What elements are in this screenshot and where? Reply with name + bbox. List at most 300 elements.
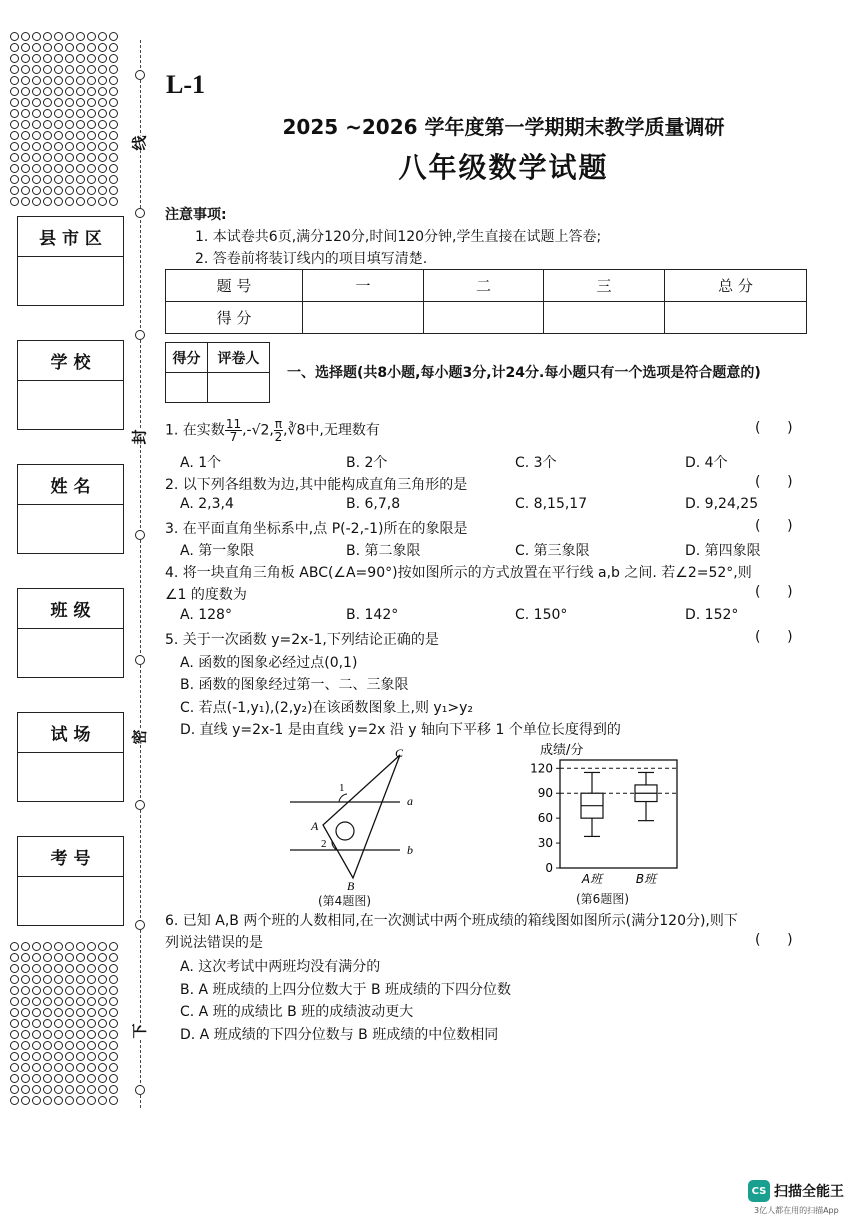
binding-hole: [109, 997, 118, 1006]
binding-hole: [54, 153, 63, 162]
binding-hole: [54, 197, 63, 206]
binding-hole: [65, 1030, 74, 1039]
y-tick-label: 30: [537, 836, 553, 851]
binding-hole: [109, 65, 118, 74]
binding-hole: [76, 1085, 85, 1094]
binding-hole: [32, 186, 41, 195]
chart-ylabel: 成绩/分: [540, 743, 584, 758]
label-A: A: [311, 819, 319, 833]
notes: [165, 204, 601, 270]
binding-hole: [21, 942, 30, 951]
binding-hole: [21, 175, 30, 184]
binding-hole: [32, 32, 41, 41]
notes-title: 注意事项:: [165, 207, 227, 223]
binding-hole: [54, 953, 63, 962]
binding-hole: [32, 153, 41, 162]
binding-hole: [76, 164, 85, 173]
binding-hole: [87, 1041, 96, 1050]
binding-hole: [10, 1063, 19, 1072]
grader-score-cell[interactable]: [166, 373, 208, 403]
binding-hole: [43, 1019, 52, 1028]
binding-hole: [43, 1041, 52, 1050]
binding-hole: [87, 197, 96, 206]
grader-box: [165, 342, 270, 403]
binding-hole: [98, 120, 107, 129]
binding-hole: [98, 43, 107, 52]
binding-hole: [43, 175, 52, 184]
binding-dot: [135, 70, 145, 80]
binding-hole: [10, 65, 19, 74]
binding-hole: [65, 131, 74, 140]
option[interactable]: A. 函数的图象必经过点(0,1): [180, 655, 358, 671]
binding-hole: [54, 43, 63, 52]
binding-hole: [10, 986, 19, 995]
binding-hole: [21, 1052, 30, 1061]
binding-hole: [65, 120, 74, 129]
binding-char-xian: 线: [130, 135, 149, 151]
binding-hole: [32, 131, 41, 140]
option[interactable]: A. 128°: [180, 607, 232, 623]
binding-hole: [21, 186, 30, 195]
field-exam-room[interactable]: 试 场: [17, 712, 124, 802]
binding-hole: [87, 975, 96, 984]
binding-holes-top: [10, 32, 128, 206]
binding-hole: [21, 1041, 30, 1050]
binding-hole: [43, 98, 52, 107]
binding-hole: [43, 1063, 52, 1072]
binding-hole: [65, 1008, 74, 1017]
option[interactable]: B. 2个: [346, 455, 388, 471]
binding-hole: [10, 964, 19, 973]
binding-hole: [54, 32, 63, 41]
scanner-slogan: 3亿人都在用的扫描App: [754, 1206, 839, 1215]
option[interactable]: D. A 班成绩的下四分位数与 B 班成绩的中位数相同: [180, 1027, 499, 1043]
binding-hole: [76, 997, 85, 1006]
binding-hole: [10, 186, 19, 195]
binding-hole: [87, 1008, 96, 1017]
binding-hole: [21, 142, 30, 151]
binding-hole: [109, 186, 118, 195]
binding-hole: [32, 953, 41, 962]
figure-6-caption: (第6题图): [576, 892, 629, 906]
binding-hole: [98, 1019, 107, 1028]
binding-hole: [65, 975, 74, 984]
question-4: 4. 将一块直角三角板 ABC(∠A=90°)按如图所示的方式放置在平行线 a,b 之间. 若∠2=52°,则: [165, 565, 752, 581]
binding-hole: [76, 942, 85, 951]
grader-cell[interactable]: [207, 373, 269, 403]
scanner-watermark: [748, 1180, 844, 1202]
x-category-label: A班: [581, 872, 603, 886]
label-a: a: [407, 794, 413, 808]
figure-4-caption: (第4题图): [318, 894, 371, 908]
binding-hole: [87, 32, 96, 41]
option[interactable]: A. 这次考试中两班均没有满分的: [180, 959, 381, 975]
figure-4: [285, 745, 430, 910]
fraction: $\frac{11}{7}$: [225, 417, 242, 444]
binding-hole: [21, 43, 30, 52]
binding-hole: [32, 98, 41, 107]
score-cell[interactable]: [544, 302, 665, 334]
binding-hole: [87, 1074, 96, 1083]
binding-hole: [87, 942, 96, 951]
binding-hole: [87, 98, 96, 107]
answer-paren[interactable]: ( ): [755, 629, 793, 645]
binding-dot: [135, 330, 145, 340]
binding-hole: [76, 153, 85, 162]
binding-hole: [43, 1074, 52, 1083]
binding-hole: [109, 87, 118, 96]
binding-hole: [65, 997, 74, 1006]
binding-dot: [135, 655, 145, 665]
binding-hole: [76, 65, 85, 74]
y-tick-label: 90: [537, 786, 553, 801]
binding-hole: [21, 131, 30, 140]
answer-paren[interactable]: ( ): [755, 932, 793, 948]
binding-hole: [76, 120, 85, 129]
binding-hole: [43, 986, 52, 995]
binding-hole: [65, 197, 74, 206]
option[interactable]: D. 直线 y=2x-1 是由直线 y=2x 沿 y 轴向下平移 1 个单位长度得到的: [180, 722, 621, 738]
binding-hole: [43, 164, 52, 173]
binding-hole: [109, 197, 118, 206]
exam-subject: 八年级数学试题: [398, 151, 609, 184]
binding-line: [140, 40, 141, 1108]
option[interactable]: C. A 班的成绩比 B 班的成绩波动更大: [180, 1004, 414, 1020]
option[interactable]: D. 4个: [685, 455, 728, 471]
binding-hole: [87, 964, 96, 973]
binding-hole: [10, 997, 19, 1006]
binding-hole: [54, 65, 63, 74]
binding-hole: [10, 142, 19, 151]
binding-hole: [109, 953, 118, 962]
binding-hole: [43, 1008, 52, 1017]
binding-hole: [54, 1008, 63, 1017]
option[interactable]: A. 1个: [180, 455, 222, 471]
binding-hole: [109, 1063, 118, 1072]
option[interactable]: C. 150°: [515, 607, 568, 623]
binding-hole: [54, 186, 63, 195]
binding-hole: [32, 87, 41, 96]
binding-hole: [98, 76, 107, 85]
binding-hole: [21, 1008, 30, 1017]
y-tick-label: 0: [545, 861, 553, 875]
binding-hole: [32, 1052, 41, 1061]
binding-hole: [43, 54, 52, 63]
binding-hole: [65, 1063, 74, 1072]
binding-hole: [87, 1063, 96, 1072]
binding-hole: [76, 197, 85, 206]
binding-hole: [54, 120, 63, 129]
binding-hole: [43, 153, 52, 162]
binding-hole: [10, 1052, 19, 1061]
binding-hole: [43, 32, 52, 41]
binding-hole: [65, 43, 74, 52]
scanner-logo-icon: CS: [748, 1180, 770, 1202]
binding-hole: [109, 1030, 118, 1039]
binding-hole: [87, 43, 96, 52]
binding-hole: [10, 1030, 19, 1039]
score-cell[interactable]: [665, 302, 807, 334]
binding-hole: [98, 131, 107, 140]
grader-label: 评卷人: [207, 343, 269, 373]
binding-hole: [65, 942, 74, 951]
binding-hole: [32, 142, 41, 151]
binding-hole: [43, 975, 52, 984]
binding-hole: [21, 975, 30, 984]
option[interactable]: A. 2,3,4: [180, 496, 234, 512]
question-3: 3. 在平面直角坐标系中,点 P(-2,-1)所在的象限是: [165, 521, 468, 537]
binding-hole: [32, 997, 41, 1006]
binding-hole: [76, 43, 85, 52]
binding-hole: [43, 997, 52, 1006]
binding-hole: [54, 975, 63, 984]
option[interactable]: C. 若点(-1,y₁),(2,y₂)在该函数图象上,则 y₁>y₂: [180, 700, 473, 716]
binding-hole: [65, 65, 74, 74]
binding-hole: [65, 153, 74, 162]
binding-hole: [54, 131, 63, 140]
option[interactable]: B. 第二象限: [346, 543, 421, 559]
binding-hole: [87, 1052, 96, 1061]
binding-hole: [98, 997, 107, 1006]
options-q2: [180, 496, 800, 512]
binding-hole: [76, 142, 85, 151]
binding-dot: [135, 800, 145, 810]
binding-hole: [87, 142, 96, 151]
binding-hole: [32, 1030, 41, 1039]
binding-hole: [32, 197, 41, 206]
binding-hole: [98, 65, 107, 74]
binding-hole: [32, 175, 41, 184]
binding-hole: [54, 109, 63, 118]
binding-hole: [76, 1019, 85, 1028]
binding-hole: [43, 142, 52, 151]
binding-hole: [10, 1074, 19, 1083]
binding-hole: [54, 98, 63, 107]
field-school[interactable]: 学 校: [17, 340, 124, 430]
binding-hole: [87, 164, 96, 173]
binding-hole: [109, 942, 118, 951]
binding-hole: [109, 153, 118, 162]
option[interactable]: C. 第三象限: [515, 543, 590, 559]
binding-hole: [65, 76, 74, 85]
option[interactable]: C. 3个: [515, 455, 557, 471]
binding-hole: [32, 1096, 41, 1105]
binding-hole: [76, 109, 85, 118]
binding-hole: [65, 1085, 74, 1094]
section-title: 一、选择题(共8小题,每小题3分,计24分.每小题只有一个选项是符合题意的): [287, 365, 761, 381]
binding-hole: [21, 1019, 30, 1028]
binding-hole: [54, 1085, 63, 1094]
binding-hole: [10, 43, 19, 52]
binding-hole: [65, 32, 74, 41]
binding-hole: [98, 153, 107, 162]
binding-hole: [109, 164, 118, 173]
options-q1: [180, 452, 800, 472]
binding-hole: [21, 197, 30, 206]
binding-hole: [54, 997, 63, 1006]
binding-hole: [87, 186, 96, 195]
score-header: 题 号: [166, 270, 303, 302]
score-cell[interactable]: [424, 302, 544, 334]
option[interactable]: A. 第一象限: [180, 543, 255, 559]
binding-hole: [98, 1074, 107, 1083]
binding-hole: [32, 1019, 41, 1028]
answer-paren[interactable]: ( ): [755, 584, 793, 600]
binding-hole: [32, 942, 41, 951]
label-B: B: [347, 879, 355, 893]
binding-hole: [87, 153, 96, 162]
binding-hole: [87, 109, 96, 118]
question-4-line2: ∠1 的度数为: [165, 587, 247, 603]
option[interactable]: D. 152°: [685, 607, 739, 623]
score-cell[interactable]: [303, 302, 424, 334]
answer-paren[interactable]: ( ): [755, 518, 793, 534]
binding-hole: [21, 54, 30, 63]
binding-hole: [21, 153, 30, 162]
fraction: $\frac{\pi}{2}$: [274, 417, 283, 444]
binding-hole: [98, 186, 107, 195]
score-header: 三: [544, 270, 665, 302]
binding-hole: [43, 1030, 52, 1039]
binding-hole: [10, 32, 19, 41]
score-header: 二: [424, 270, 544, 302]
binding-hole: [109, 964, 118, 973]
answer-paren[interactable]: ( ): [755, 420, 793, 436]
binding-hole: [87, 953, 96, 962]
binding-hole: [21, 76, 30, 85]
binding-hole: [21, 32, 30, 41]
binding-hole: [54, 964, 63, 973]
binding-hole: [98, 1052, 107, 1061]
binding-hole: [65, 186, 74, 195]
question-1: 1. 在实数 $\frac{11}{7}$ ,-√2, $\frac{\pi}{2}$ ,∛8中,无理数有: [165, 417, 380, 444]
option[interactable]: B. A 班成绩的上四分位数大于 B 班成绩的下四分位数: [180, 982, 512, 998]
binding-hole: [43, 1052, 52, 1061]
binding-hole: [109, 1019, 118, 1028]
option[interactable]: D. 第四象限: [685, 543, 761, 559]
binding-hole: [43, 942, 52, 951]
binding-hole: [43, 76, 52, 85]
binding-hole: [109, 43, 118, 52]
binding-hole: [76, 98, 85, 107]
binding-hole: [43, 953, 52, 962]
binding-hole: [98, 986, 107, 995]
binding-hole: [43, 120, 52, 129]
binding-hole: [65, 98, 74, 107]
binding-hole: [87, 54, 96, 63]
scanner-name: 扫描全能王: [774, 1184, 844, 1200]
binding-hole: [65, 1019, 74, 1028]
binding-hole: [32, 975, 41, 984]
answer-paren[interactable]: ( ): [755, 474, 793, 490]
binding-hole: [109, 1041, 118, 1050]
binding-hole: [10, 54, 19, 63]
binding-hole: [65, 54, 74, 63]
binding-hole: [54, 1052, 63, 1061]
field-county[interactable]: 县 市 区: [17, 216, 124, 306]
binding-hole: [32, 1074, 41, 1083]
binding-hole: [109, 975, 118, 984]
option[interactable]: B. 6,7,8: [346, 496, 401, 512]
binding-hole: [65, 175, 74, 184]
binding-hole: [65, 1041, 74, 1050]
binding-hole: [109, 1096, 118, 1105]
field-class[interactable]: 班 级: [17, 588, 124, 678]
binding-hole: [109, 76, 118, 85]
option[interactable]: B. 函数的图象经过第一、二、三象限: [180, 677, 409, 693]
score-header: 总 分: [665, 270, 807, 302]
binding-hole: [98, 32, 107, 41]
binding-hole: [65, 87, 74, 96]
binding-hole: [32, 964, 41, 973]
binding-hole: [98, 1008, 107, 1017]
binding-hole: [76, 32, 85, 41]
binding-hole: [10, 120, 19, 129]
binding-hole: [21, 98, 30, 107]
binding-hole: [109, 109, 118, 118]
binding-hole: [10, 109, 19, 118]
binding-hole: [43, 65, 52, 74]
binding-hole: [98, 953, 107, 962]
binding-hole: [109, 1052, 118, 1061]
binding-hole: [43, 109, 52, 118]
option[interactable]: D. 9,24,25: [685, 496, 759, 512]
binding-hole: [54, 164, 63, 173]
binding-hole: [109, 1085, 118, 1094]
binding-hole: [87, 87, 96, 96]
binding-hole: [21, 87, 30, 96]
binding-hole: [98, 175, 107, 184]
binding-hole: [76, 986, 85, 995]
paper-code: L-1: [166, 70, 205, 99]
binding-hole: [65, 986, 74, 995]
binding-hole: [10, 76, 19, 85]
binding-hole: [54, 942, 63, 951]
binding-hole: [21, 1030, 30, 1039]
binding-hole: [54, 1030, 63, 1039]
binding-hole: [54, 1096, 63, 1105]
notes-item: 1. 本试卷共6页,满分120分,时间120分钟,学生直接在试题上答卷;: [195, 229, 602, 245]
y-tick-label: 120: [530, 761, 553, 776]
binding-hole: [43, 1096, 52, 1105]
field-exam-number[interactable]: 考 号: [17, 836, 124, 926]
binding-hole: [21, 1096, 30, 1105]
binding-hole: [87, 986, 96, 995]
binding-hole: [10, 1096, 19, 1105]
binding-hole: [76, 1030, 85, 1039]
binding-hole: [87, 1085, 96, 1094]
option[interactable]: B. 142°: [346, 607, 399, 623]
binding-hole: [76, 54, 85, 63]
binding-hole: [54, 986, 63, 995]
triangle-abc: [323, 755, 400, 878]
binding-hole: [21, 120, 30, 129]
binding-hole: [32, 65, 41, 74]
binding-hole: [32, 76, 41, 85]
binding-hole: [87, 131, 96, 140]
binding-hole: [109, 986, 118, 995]
binding-hole: [21, 65, 30, 74]
binding-hole: [10, 1019, 19, 1028]
binding-hole: [98, 964, 107, 973]
option[interactable]: C. 8,15,17: [515, 496, 588, 512]
binding-hole: [76, 975, 85, 984]
binding-hole: [87, 175, 96, 184]
binding-hole: [98, 1063, 107, 1072]
triangle-hole: [336, 822, 354, 840]
figure-6-boxplot: [520, 738, 690, 903]
field-name[interactable]: 姓 名: [17, 464, 124, 554]
